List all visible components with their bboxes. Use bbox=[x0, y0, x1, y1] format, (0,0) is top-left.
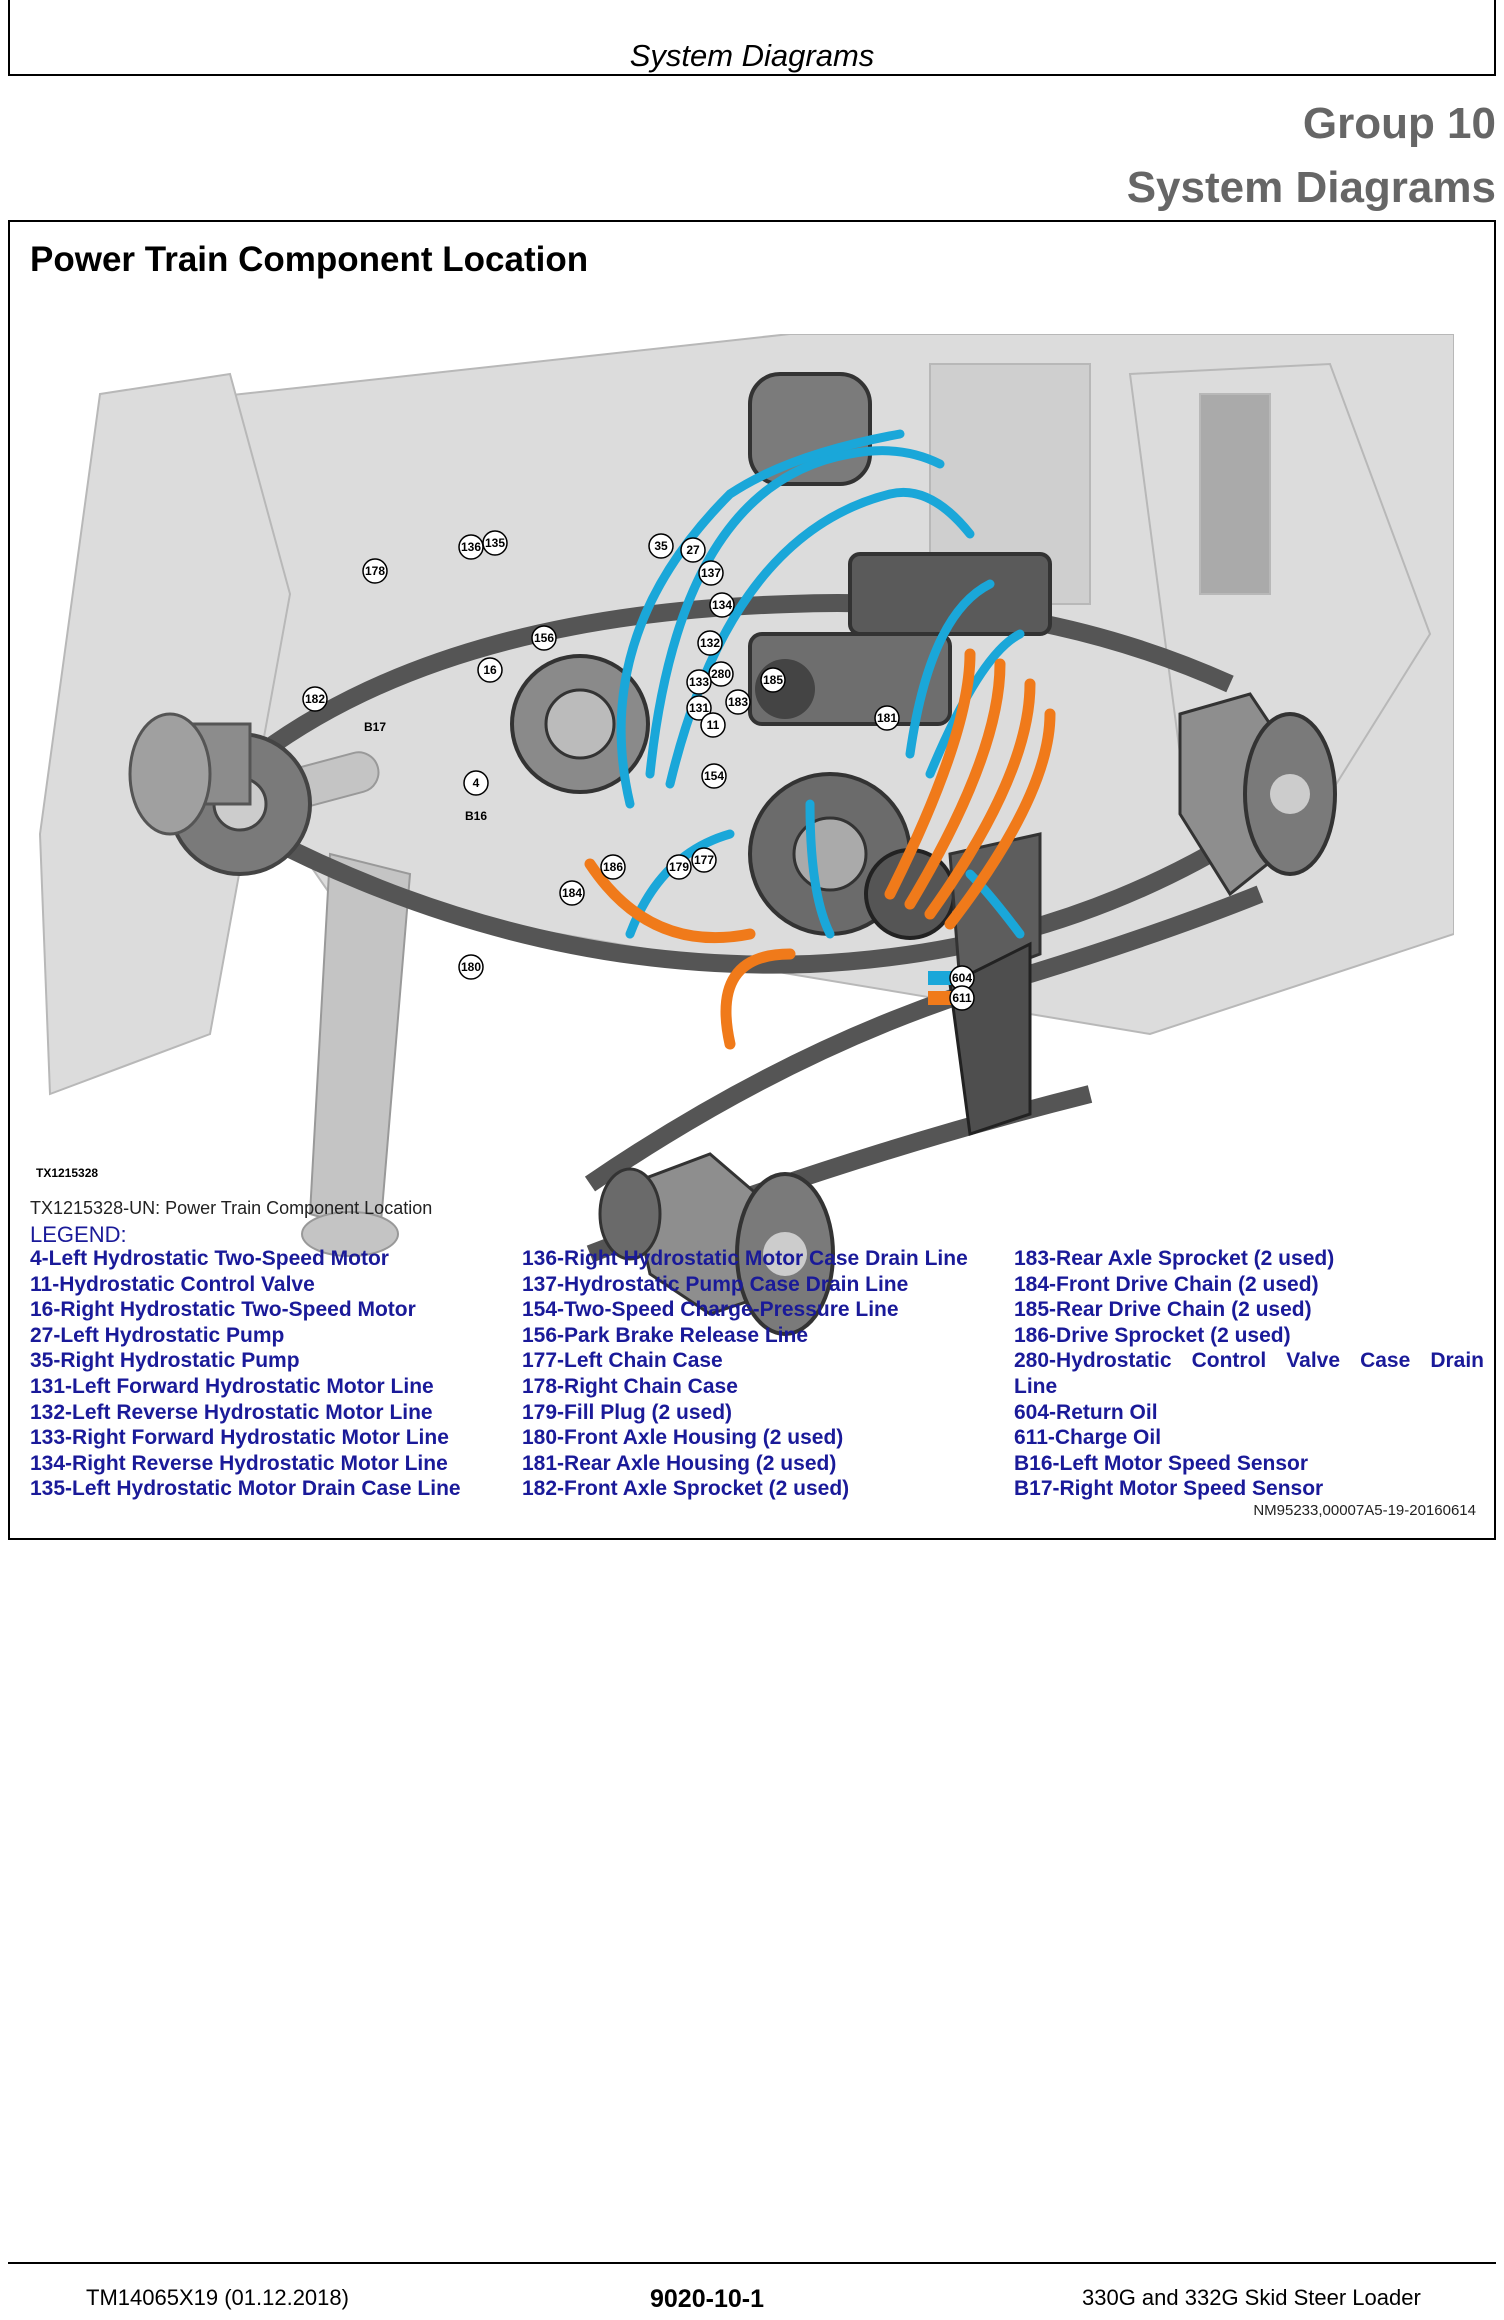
legend-item: 611-Charge Oil bbox=[1014, 1426, 1162, 1450]
group-number: Group 10 bbox=[1302, 99, 1496, 148]
callout-186 bbox=[601, 855, 625, 879]
legend-item: 132-Left Reverse Hydrostatic Motor Line bbox=[30, 1400, 433, 1424]
figure-caption: TX1215328-UN: Power Train Component Location bbox=[30, 1198, 433, 1218]
callout-183 bbox=[726, 690, 750, 714]
svg-text:280: 280 bbox=[710, 667, 732, 681]
callout-35 bbox=[649, 534, 673, 558]
svg-text:137: 137 bbox=[700, 566, 722, 580]
svg-text:B17: B17 bbox=[363, 720, 387, 734]
legend-item: 604-Return Oil bbox=[1014, 1400, 1158, 1424]
svg-text:180: 180 bbox=[460, 960, 482, 974]
callout-4 bbox=[464, 771, 488, 795]
callout-134 bbox=[710, 593, 734, 617]
legend-item: 11-Hydrostatic Control Valve bbox=[30, 1272, 315, 1296]
legend-item: 183-Rear Axle Sprocket (2 used) bbox=[1014, 1247, 1335, 1270]
legend-item: B17-Right Motor Speed Sensor bbox=[1014, 1477, 1324, 1501]
legend-item: 16-Right Hydrostatic Two-Speed Motor bbox=[30, 1298, 416, 1322]
legend-item: 181-Rear Axle Housing (2 used) bbox=[522, 1451, 837, 1475]
svg-text:156: 156 bbox=[533, 631, 555, 645]
legend-item: B16-Left Motor Speed Sensor bbox=[1014, 1451, 1309, 1475]
svg-text:184: 184 bbox=[561, 886, 583, 900]
svg-text:178: 178 bbox=[364, 564, 386, 578]
callout-133 bbox=[687, 670, 711, 694]
legend-item: 156-Park Brake Release Line bbox=[522, 1323, 809, 1347]
svg-text:179: 179 bbox=[668, 860, 690, 874]
svg-text:35: 35 bbox=[654, 539, 668, 553]
callout-180 bbox=[459, 955, 483, 979]
legend-item: 154-Two-Speed Charge-Pressure Line bbox=[522, 1298, 899, 1322]
legend-item: 184-Front Drive Chain (2 used) bbox=[1014, 1272, 1319, 1296]
legend-item: 178-Right Chain Case bbox=[522, 1374, 738, 1398]
figure-id: TX1215328 bbox=[36, 1166, 99, 1180]
svg-text:611: 611 bbox=[952, 991, 972, 1005]
svg-text:11: 11 bbox=[706, 718, 720, 732]
legend-column-1 bbox=[30, 1246, 500, 1502]
callout-156 bbox=[532, 626, 556, 650]
legend-item: 137-Hydrostatic Pump Case Drain Line bbox=[522, 1272, 909, 1296]
callout-179 bbox=[667, 855, 691, 879]
header-title: System Diagrams bbox=[629, 38, 875, 73]
callout-11 bbox=[701, 713, 725, 737]
group-heading bbox=[1127, 92, 1496, 220]
legend-item: 35-Right Hydrostatic Pump bbox=[30, 1349, 300, 1373]
svg-text:604: 604 bbox=[951, 971, 973, 985]
legend-item: 186-Drive Sprocket (2 used) bbox=[1014, 1323, 1291, 1347]
svg-text:132: 132 bbox=[699, 636, 721, 650]
power-train-diagram bbox=[30, 334, 1454, 1394]
legend-item: 180-Front Axle Housing (2 used) bbox=[522, 1426, 844, 1450]
legend-item: 280-Hydrostatic Control Valve Case Drain bbox=[1014, 1349, 1484, 1373]
callout-185 bbox=[761, 668, 785, 692]
callout-136 bbox=[459, 535, 483, 559]
legend-item: 134-Right Reverse Hydrostatic Motor Line bbox=[30, 1451, 448, 1475]
legend-item: 185-Rear Drive Chain (2 used) bbox=[1014, 1298, 1312, 1322]
page-header bbox=[8, 0, 1496, 76]
legend-item: 133-Right Forward Hydrostatic Motor Line bbox=[30, 1426, 449, 1450]
svg-text:131: 131 bbox=[688, 701, 710, 715]
legend-item: 179-Fill Plug (2 used) bbox=[522, 1400, 733, 1424]
legend-item: 4-Left Hydrostatic Two-Speed Motor bbox=[30, 1247, 389, 1270]
svg-text:181: 181 bbox=[876, 711, 898, 725]
svg-text:B16: B16 bbox=[464, 809, 488, 823]
callout-178 bbox=[363, 559, 387, 583]
svg-text:182: 182 bbox=[304, 692, 326, 706]
group-title: System Diagrams bbox=[1126, 163, 1496, 212]
legend-heading: LEGEND: bbox=[30, 1222, 127, 1247]
legend-item: 135-Left Hydrostatic Motor Drain Case Line bbox=[30, 1477, 461, 1501]
legend-item: 182-Front Axle Sprocket (2 used) bbox=[522, 1477, 850, 1501]
svg-text:27: 27 bbox=[686, 543, 700, 557]
legend-item: Line bbox=[1014, 1374, 1058, 1398]
svg-text:183: 183 bbox=[727, 695, 749, 709]
callout-b16 bbox=[465, 809, 487, 823]
callout-182 bbox=[303, 687, 327, 711]
svg-text:4: 4 bbox=[472, 776, 480, 790]
svg-text:135: 135 bbox=[484, 536, 506, 550]
callout-b17 bbox=[364, 720, 386, 734]
callout-137 bbox=[699, 561, 723, 585]
svg-text:133: 133 bbox=[688, 675, 710, 689]
legend-item: 136-Right Hydrostatic Motor Case Drain Line bbox=[522, 1247, 968, 1270]
callout-135 bbox=[483, 531, 507, 555]
svg-text:154: 154 bbox=[703, 769, 725, 783]
footer-manual-id: TM14065X19 (01.12.2018) bbox=[86, 2285, 349, 2310]
legend-item: 27-Left Hydrostatic Pump bbox=[30, 1323, 285, 1347]
callout-154 bbox=[702, 764, 726, 788]
svg-text:134: 134 bbox=[711, 598, 733, 612]
callout-181 bbox=[875, 706, 899, 730]
svg-text:136: 136 bbox=[460, 540, 482, 554]
svg-text:185: 185 bbox=[762, 673, 784, 687]
callout-132 bbox=[698, 631, 722, 655]
footer-divider bbox=[8, 2262, 1496, 2264]
legend-item: 131-Left Forward Hydrostatic Motor Line bbox=[30, 1374, 434, 1398]
figure-panel bbox=[8, 220, 1496, 1540]
svg-text:177: 177 bbox=[693, 853, 715, 867]
callout-16 bbox=[478, 658, 502, 682]
legend-column-2 bbox=[522, 1246, 992, 1502]
document-reference: NM95233,00007A5-19-20160614 bbox=[1253, 1502, 1476, 1519]
section-title: Power Train Component Location bbox=[30, 240, 589, 279]
footer-product-name: 330G and 332G Skid Steer Loader bbox=[1082, 2285, 1421, 2310]
svg-text:16: 16 bbox=[483, 663, 497, 677]
legend-item: 177-Left Chain Case bbox=[522, 1349, 723, 1373]
callout-27 bbox=[681, 538, 705, 562]
svg-text:186: 186 bbox=[602, 860, 624, 874]
callout-280 bbox=[709, 662, 733, 686]
legend-column-3 bbox=[1014, 1246, 1484, 1502]
footer-page-number: 9020-10-1 bbox=[650, 2285, 764, 2313]
callout-184 bbox=[560, 881, 584, 905]
callout-177 bbox=[692, 848, 716, 872]
